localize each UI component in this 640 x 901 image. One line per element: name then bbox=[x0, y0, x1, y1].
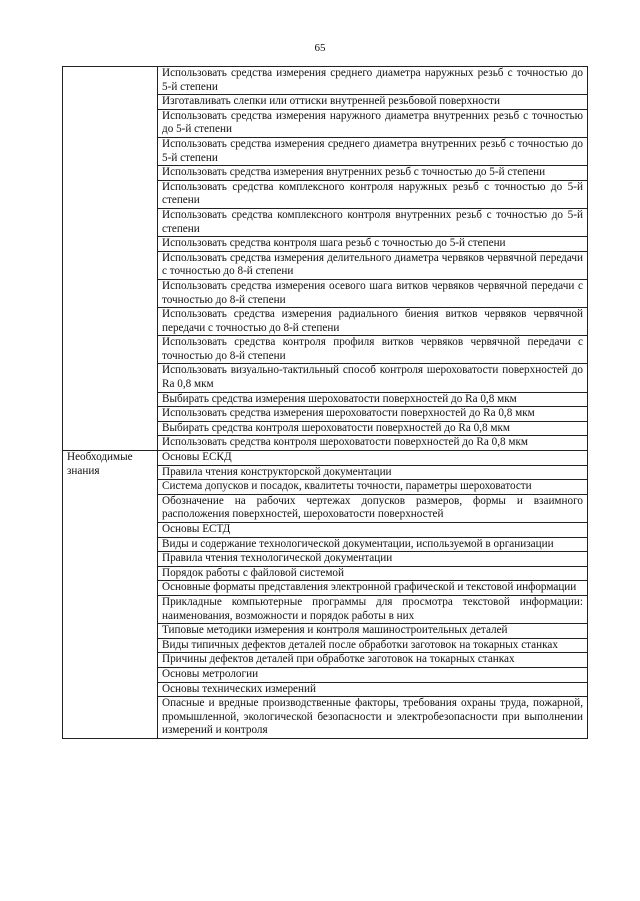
table-row bbox=[63, 67, 588, 95]
skill-item: Использовать средства комплексного контроля наружных резьб с точностью до 5-й степени bbox=[158, 180, 588, 208]
knowledge-item: Система допусков и посадок, квалитеты точности, параметры шероховатости bbox=[158, 480, 588, 495]
knowledge-item: Основы технических измерений bbox=[158, 682, 588, 697]
knowledge-item: Основы ЕСТД bbox=[158, 523, 588, 538]
knowledge-section bbox=[63, 451, 588, 739]
knowledge-item: Основы метрологии bbox=[158, 667, 588, 682]
skill-item: Использовать средства измерения среднего диаметра внутренних резьб с точностью до 5-й степени bbox=[158, 137, 588, 165]
skill-item: Использовать средства измерения делительного диаметра червяков червячной передачи с точностью до 8-й степени bbox=[158, 251, 588, 279]
skill-item: Использовать средства измерения осевого шага витков червяков червячной передачи с точностью до 8-й степени bbox=[158, 279, 588, 307]
knowledge-item: Прикладные компьютерные программы для просмотра текстовой информации: наименования, возможности и порядок работы в них bbox=[158, 595, 588, 623]
skill-item: Использовать средства комплексного контроля внутренних резьб с точностью до 5-й степени bbox=[158, 208, 588, 236]
knowledge-item: Опасные и вредные производственные факторы, требования охраны труда, пожарной, промышленной, экологической безопасности и электробезопасности при выполнении измерений и контроля bbox=[158, 697, 588, 739]
skill-item: Изготавливать слепки или оттиски внутренней резьбовой поверхности bbox=[158, 95, 588, 110]
skill-item: Использовать средства измерения радиального биения витков червяков червячной передачи с точностью до 8-й степени bbox=[158, 308, 588, 336]
knowledge-item: Причины дефектов деталей при обработке заготовок на токарных станках bbox=[158, 653, 588, 668]
table-row bbox=[63, 451, 588, 466]
skill-item: Использовать средства контроля шага резьб с точностью до 5-й степени bbox=[158, 237, 588, 252]
knowledge-item: Типовые методики измерения и контроля машиностроительных деталей bbox=[158, 624, 588, 639]
skill-item: Выбирать средства контроля шероховатости поверхностей до Ra 0,8 мкм bbox=[158, 421, 588, 436]
skill-item: Использовать средства контроля профиля витков червяков червячной передачи с точностью до 8-й степени bbox=[158, 336, 588, 364]
skill-item: Использовать средства измерения шероховатости поверхностей до Ra 0,8 мкм bbox=[158, 407, 588, 422]
knowledge-label: Необходимые знания bbox=[63, 451, 158, 739]
knowledge-item: Виды типичных дефектов деталей после обработки заготовок на токарных станках bbox=[158, 638, 588, 653]
knowledge-item: Основы ЕСКД bbox=[158, 451, 588, 466]
knowledge-item: Основные форматы представления электронной графической и текстовой информации bbox=[158, 581, 588, 596]
knowledge-item: Виды и содержание технологической документации, используемой в организации bbox=[158, 537, 588, 552]
knowledge-item: Правила чтения конструкторской документации bbox=[158, 465, 588, 480]
skill-item: Выбирать средства измерения шероховатости поверхностей до Ra 0,8 мкм bbox=[158, 392, 588, 407]
page-number: 65 bbox=[314, 42, 326, 54]
knowledge-item: Обозначение на рабочих чертежах допусков размеров, формы и взаимного расположения поверхностей, шероховатости поверхностей bbox=[158, 494, 588, 522]
skill-item: Использовать средства измерения наружного диаметра внутренних резьб с точностью до 5-й степени bbox=[158, 109, 588, 137]
requirements-table bbox=[62, 66, 588, 739]
skill-item: Использовать средства контроля шероховатости поверхностей до Ra 0,8 мкм bbox=[158, 436, 588, 451]
skill-item: Использовать визуально-тактильный способ контроля шероховатости поверхностей до Ra 0,8 мкм bbox=[158, 364, 588, 392]
skills-label-cell bbox=[63, 67, 158, 451]
skill-item: Использовать средства измерения внутренних резьб с точностью до 5-й степени bbox=[158, 166, 588, 181]
skills-section bbox=[63, 67, 588, 451]
skill-item: Использовать средства измерения среднего диаметра наружных резьб с точностью до 5-й степени bbox=[158, 67, 588, 95]
knowledge-item: Правила чтения технологической документации bbox=[158, 552, 588, 567]
knowledge-item: Порядок работы с файловой системой bbox=[158, 566, 588, 581]
